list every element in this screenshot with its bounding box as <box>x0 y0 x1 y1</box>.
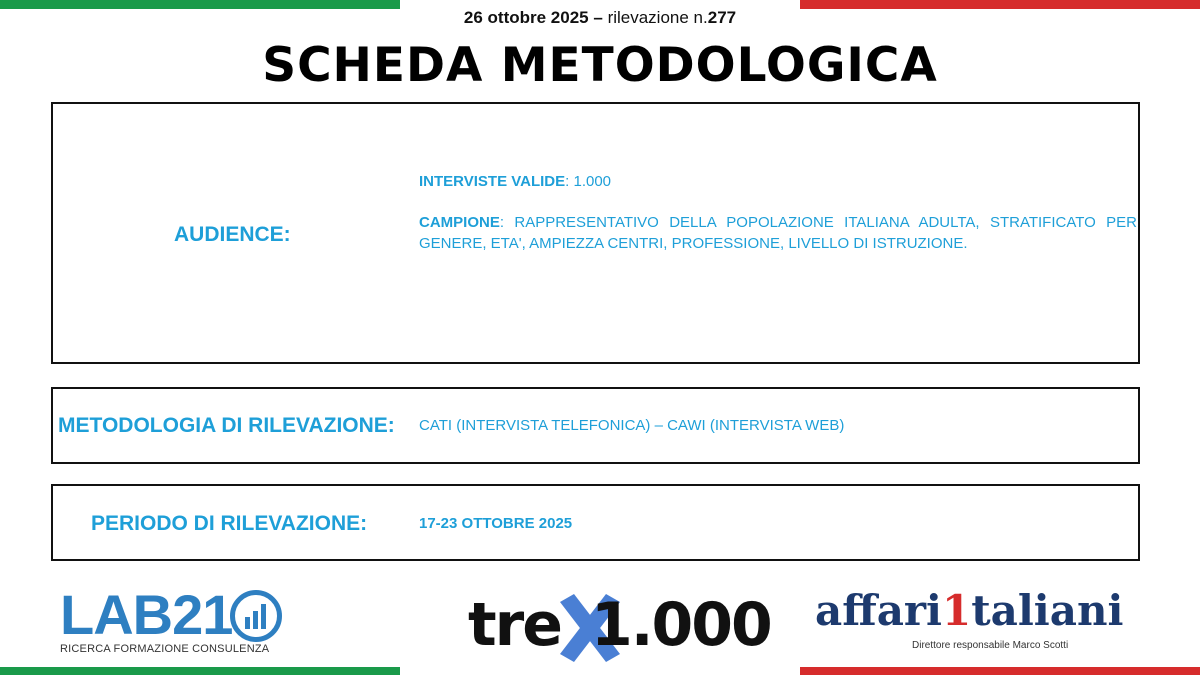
affaritaliani-wordmark <box>815 584 1123 638</box>
lab21-tagline: RICERCA FORMAZIONE CONSULENZA <box>60 643 270 655</box>
page-title: SCHEDA METODOLOGICA <box>262 38 938 93</box>
affari-digit: 1 <box>941 586 972 635</box>
metodologia-value: CATI (INTERVISTA TELEFONICA) – CAWI (INTERVISTA WEB) <box>419 417 845 434</box>
interviste-valide <box>419 173 611 190</box>
audience-box <box>51 102 1140 364</box>
flag-stripe-red-bottom <box>800 667 1200 675</box>
date-separator: – <box>593 8 603 27</box>
affaritaliani-tagline: Direttore responsabile Marco Scotti <box>912 640 1069 651</box>
interviste-label: INTERVISTE VALIDE <box>419 173 566 190</box>
trex-prefix: tre <box>468 590 561 660</box>
affaritaliani-logo <box>815 584 1185 659</box>
affari-part1: affari <box>815 586 942 635</box>
survey-number: 277 <box>707 8 737 27</box>
audience-label: AUDIENCE: <box>174 223 291 246</box>
periodo-label: PERIODO DI RILEVAZIONE: <box>91 512 368 535</box>
periodo-value: 17-23 OTTOBRE 2025 <box>419 515 573 532</box>
lab21-chart-icon <box>230 590 282 642</box>
dateline <box>0 8 1200 28</box>
date: 26 ottobre 2025 <box>463 8 589 27</box>
trex-logo <box>468 590 771 665</box>
interviste-value: : 1.000 <box>565 173 612 190</box>
flag-stripe-green-bottom <box>0 667 400 675</box>
metodologia-label: METODOLOGIA DI RILEVAZIONE: <box>58 414 395 437</box>
affari-part2: taliani <box>971 586 1124 635</box>
trex-suffix: 1.000 <box>590 590 771 660</box>
survey-prefix: rilevazione n. <box>607 8 708 27</box>
campione <box>419 212 1137 254</box>
campione-label: CAMPIONE <box>419 214 500 231</box>
campione-value: : RAPPRESENTATIVO DELLA POPOLAZIONE ITALIANA ADULTA, STRATIFICATO PER GENERE, ETA', AMPIEZZA CENTRI, PROFESSIONE, LIVELLO DI ISTRUZIONE. <box>419 214 1137 252</box>
metodologia-box <box>51 387 1140 464</box>
trex-wordmark <box>468 590 771 660</box>
periodo-box <box>51 484 1140 561</box>
lab21-logo <box>60 583 300 658</box>
lab21-wordmark: LAB21 <box>60 583 233 646</box>
